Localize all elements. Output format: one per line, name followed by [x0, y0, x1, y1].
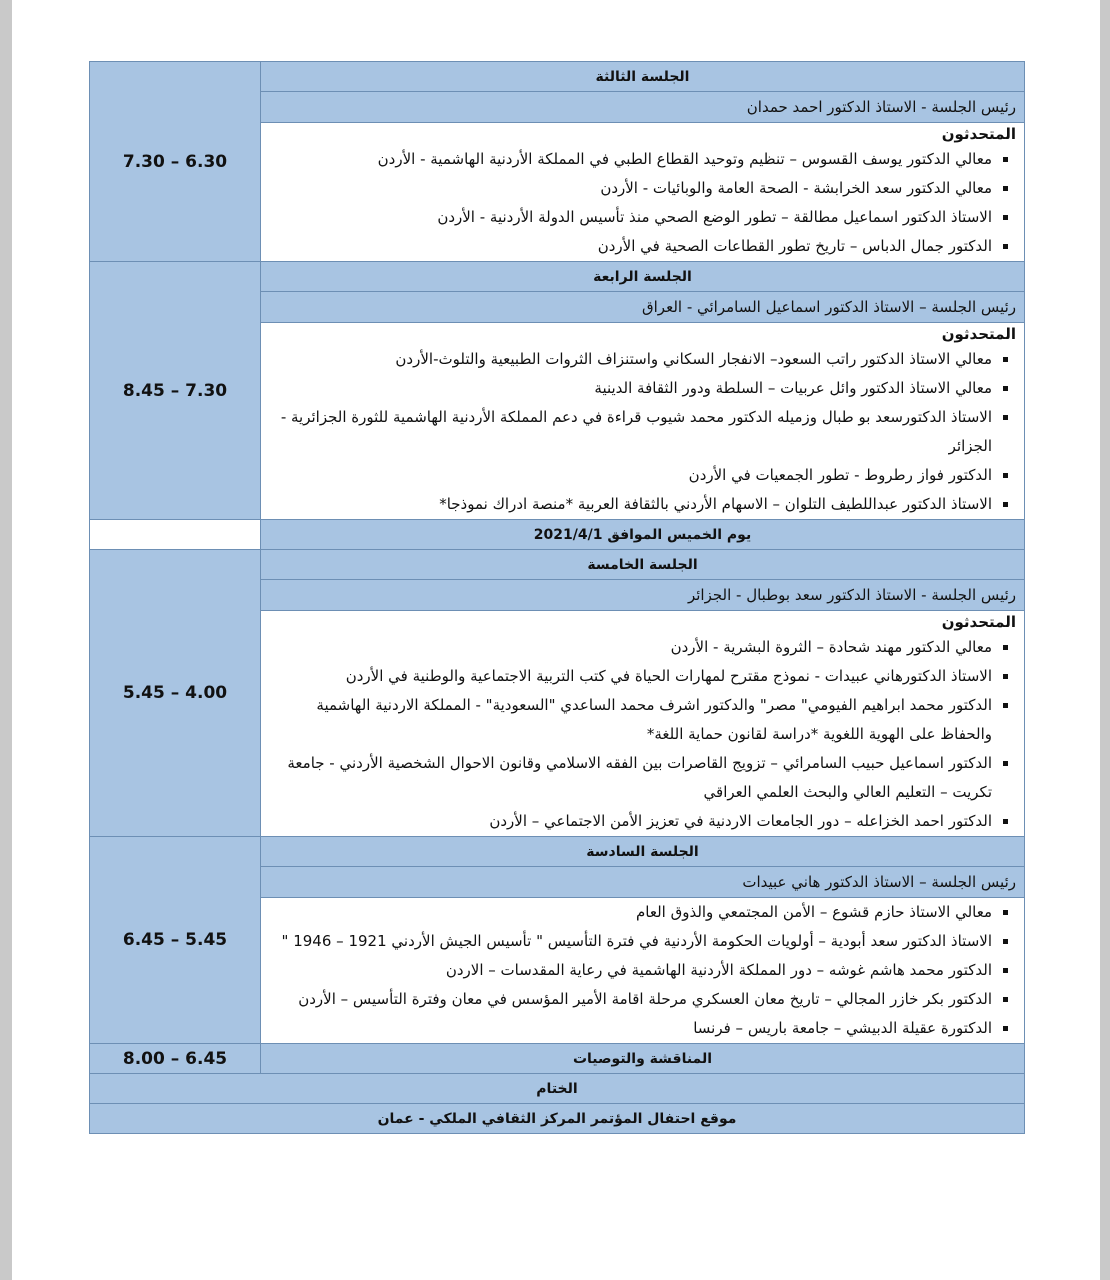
speaker-item: ▪ معالي الدكتور سعد الخرابشة - الصحة العامة والوبائيات - الأردن — [269, 174, 992, 203]
session-3-title-row — [90, 62, 1025, 92]
speaker-item: ▪ معالي الاستاذ الدكتور وائل عربيات – السلطة ودور الثقافة الدينية — [269, 374, 992, 403]
day-header-time-blank — [90, 520, 261, 550]
session-3-time: 7.30 – 6.30 — [90, 62, 261, 262]
speaker-item: ▪ الدكتور فواز رطروط - تطور الجمعيات في الأردن — [269, 461, 992, 490]
session-5-time: 5.45 – 4.00 — [90, 550, 261, 837]
session-5-chair: رئيس الجلسة - الاستاذ الدكتور سعد بوطبال - الجزائر — [261, 580, 1025, 611]
session-5-title-row — [90, 550, 1025, 580]
speaker-item: ▪ معالي الدكتور مهند شحادة – الثروة البشرية - الأردن — [269, 633, 992, 662]
page-edge-right — [1100, 0, 1110, 1280]
session-4-chair: رئيس الجلسة – الاستاذ الدكتور اسماعيل السامرائي - العراق — [261, 292, 1025, 323]
closing-row — [90, 1074, 1025, 1104]
session-6-chair: رئيس الجلسة – الاستاذ الدكتور هاني عبيدات — [261, 867, 1025, 898]
speaker-item: ▪ الاستاذ الدكتور اسماعيل مطالقة – تطور الوضع الصحي منذ تأسيس الدولة الأردنية - الأردن — [269, 203, 992, 232]
speaker-item: ▪ الاستاذ الدكتورهاني عبيدات - نموذج مقترح لمهارات الحياة في كتب التربية الاجتماعية والوطنية في الأردن — [269, 662, 992, 691]
discussion-label: المناقشة والتوصيات — [261, 1044, 1025, 1074]
speaker-item: ▪ الدكتور جمال الدباس – تاريخ تطور القطاعات الصحية في الأردن — [269, 232, 992, 261]
speaker-item: ▪ معالي الاستاذ الدكتور راتب السعود– الانفجار السكاني واستنزاف الثروات الطبيعية والتلوث-الأردن — [269, 345, 992, 374]
speaker-item: ▪ الدكتور محمد ابراهيم الفيومي" مصر" والدكتور اشرف محمد الساعدي "السعودية" - المملكة الاردنية الهاشمية والحفاظ على الهوية اللغوية *دراسة لقانون حماية اللغة* — [269, 691, 992, 749]
venue-label: موقع احتفال المؤتمر المركز الثقافي الملكي - عمان — [90, 1104, 1025, 1134]
closing-label: الختام — [90, 1074, 1025, 1104]
discussion-time: 8.00 – 6.45 — [90, 1044, 261, 1074]
session-4-time: 8.45 – 7.30 — [90, 262, 261, 520]
day-header-row — [90, 520, 1025, 550]
speaker-item: ▪ الدكتور اسماعيل حبيب السامرائي – تزويج القاصرات بين الفقه الاسلامي وقانون الاحوال الشخصية الأردني - جامعة تكريت – التعليم العالي والبحث العلمي العراقي — [269, 749, 992, 807]
session-3-chair: رئيس الجلسة - الاستاذ الدكتور احمد حمدان — [261, 92, 1025, 123]
page-edge-left — [0, 0, 12, 1280]
session-5-title: الجلسة الخامسة — [261, 550, 1025, 580]
speaker-item: ▪ الدكتور احمد الخزاعله – دور الجامعات الاردنية في تعزيز الأمن الاجتماعي – الأردن — [269, 807, 992, 836]
speaker-item: ▪ الدكتور بكر خازر المجالي – تاريخ معان العسكري مرحلة اقامة الأمير المؤسس في معان وفترة التأسيس – الأردن — [269, 985, 992, 1014]
speaker-item: ▪ معالي الاستاذ حازم قشوع – الأمن المجتمعي والذوق العام — [269, 898, 992, 927]
session-4-title-row — [90, 262, 1025, 292]
session-4-speakers — [261, 323, 1025, 520]
session-3-title: الجلسة الثالثة — [261, 62, 1025, 92]
discussion-row — [90, 1044, 1025, 1074]
speaker-item: ▪ الدكتور محمد هاشم غوشه – دور المملكة الأردنية الهاشمية في رعاية المقدسات – الاردن — [269, 956, 992, 985]
session-6-speakers — [261, 898, 1025, 1044]
session-3-speakers — [261, 123, 1025, 262]
venue-row — [90, 1104, 1025, 1134]
document-page — [12, 0, 1100, 1280]
session-6-title: الجلسة السادسة — [261, 837, 1025, 867]
speaker-item: ▪ الاستاذ الدكتورسعد بو طبال وزميله الدكتور محمد شيوب قراءة في دعم المملكة الأردنية الهاشمية للثورة الجزائرية - الجزائر — [269, 403, 992, 461]
speaker-item: ▪ الدكتورة عقيلة الدبيشي – جامعة باريس – فرنسا — [269, 1014, 992, 1043]
schedule-table — [89, 61, 1025, 1134]
speakers-heading: المتحدثون — [941, 325, 1016, 343]
speaker-item: ▪ الاستاذ الدكتور عبداللطيف التلوان – الاسهام الأردني بالثقافة العربية *منصة ادراك نموذجا* — [269, 490, 992, 519]
speakers-heading: المتحدثون — [941, 613, 1016, 631]
session-4-title: الجلسة الرابعة — [261, 262, 1025, 292]
speaker-item: ▪ الاستاذ الدكتور سعد أبودية – أولويات الحكومة الأردنية في فترة التأسيس " تأسيس الجيش الأردني 1921 – 1946 " — [269, 927, 992, 956]
session-5-speakers — [261, 611, 1025, 837]
session-6-title-row — [90, 837, 1025, 867]
speaker-item: ▪ معالي الدكتور يوسف القسوس – تنظيم وتوحيد القطاع الطبي في المملكة الأردنية الهاشمية - الأردن — [269, 145, 992, 174]
speakers-heading: المتحدثون — [941, 125, 1016, 143]
session-6-time: 6.45 – 5.45 — [90, 837, 261, 1044]
day-header: يوم الخميس الموافق 2021/4/1 — [261, 520, 1025, 550]
